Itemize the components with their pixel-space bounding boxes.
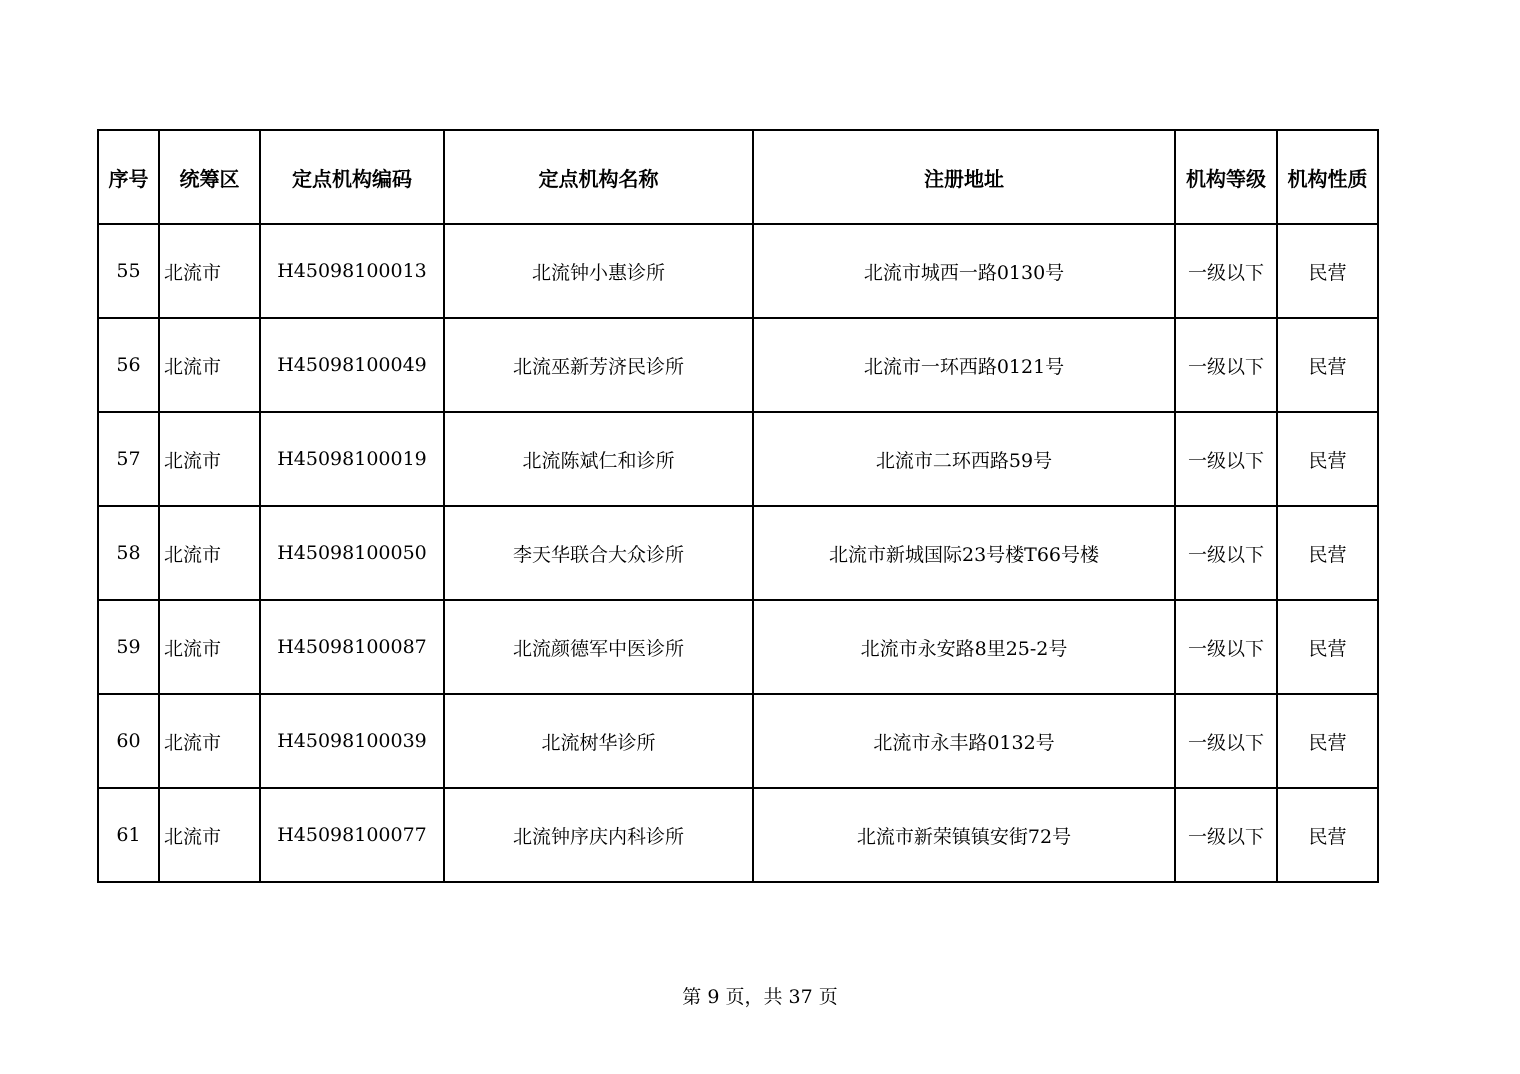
cell-code: H45098100087 [260,600,444,694]
cell-level: 一级以下 [1175,412,1277,506]
cell-address: 北流市新荣镇镇安街72号 [753,788,1175,882]
header-index: 序号 [98,130,159,224]
cell-region: 北流市 [159,788,260,882]
cell-nature: 民营 [1277,506,1378,600]
cell-index: 60 [98,694,159,788]
cell-name: 北流树华诊所 [444,694,753,788]
cell-code: H45098100049 [260,318,444,412]
cell-name: 北流钟序庆内科诊所 [444,788,753,882]
table-row [98,224,1378,318]
cell-address: 北流市一环西路0121号 [753,318,1175,412]
cell-code: H45098100013 [260,224,444,318]
cell-level: 一级以下 [1175,600,1277,694]
cell-name: 北流陈斌仁和诊所 [444,412,753,506]
header-name: 定点机构名称 [444,130,753,224]
cell-name: 北流巫新芳济民诊所 [444,318,753,412]
header-code: 定点机构编码 [260,130,444,224]
cell-nature: 民营 [1277,412,1378,506]
cell-address: 北流市永丰路0132号 [753,694,1175,788]
cell-region: 北流市 [159,318,260,412]
header-region: 统筹区 [159,130,260,224]
page-number-label: 第 9 页，共 37 页 [682,986,838,1008]
cell-region: 北流市 [159,506,260,600]
cell-nature: 民营 [1277,224,1378,318]
cell-level: 一级以下 [1175,224,1277,318]
cell-region: 北流市 [159,600,260,694]
table-row [98,506,1378,600]
cell-level: 一级以下 [1175,506,1277,600]
cell-region: 北流市 [159,412,260,506]
cell-address: 北流市城西一路0130号 [753,224,1175,318]
cell-name: 北流颜德军中医诊所 [444,600,753,694]
cell-code: H45098100050 [260,506,444,600]
cell-address: 北流市二环西路59号 [753,412,1175,506]
cell-name: 北流钟小惠诊所 [444,224,753,318]
cell-region: 北流市 [159,224,260,318]
table-header-row [98,130,1378,224]
table-row [98,788,1378,882]
cell-code: H45098100039 [260,694,444,788]
cell-level: 一级以下 [1175,788,1277,882]
cell-nature: 民营 [1277,788,1378,882]
cell-nature: 民营 [1277,694,1378,788]
cell-index: 55 [98,224,159,318]
header-level: 机构等级 [1175,130,1277,224]
cell-index: 57 [98,412,159,506]
table-row [98,694,1378,788]
page-footer [0,982,1520,1009]
table-row [98,600,1378,694]
institution-table [97,129,1379,883]
cell-index: 56 [98,318,159,412]
header-nature: 机构性质 [1277,130,1378,224]
cell-level: 一级以下 [1175,318,1277,412]
cell-address: 北流市永安路8里25-2号 [753,600,1175,694]
cell-index: 61 [98,788,159,882]
table-row [98,318,1378,412]
cell-region: 北流市 [159,694,260,788]
cell-nature: 民营 [1277,318,1378,412]
cell-nature: 民营 [1277,600,1378,694]
cell-index: 59 [98,600,159,694]
header-address: 注册地址 [753,130,1175,224]
cell-code: H45098100077 [260,788,444,882]
cell-name: 李天华联合大众诊所 [444,506,753,600]
cell-level: 一级以下 [1175,694,1277,788]
table-row [98,412,1378,506]
cell-address: 北流市新城国际23号楼T66号楼 [753,506,1175,600]
cell-code: H45098100019 [260,412,444,506]
cell-index: 58 [98,506,159,600]
